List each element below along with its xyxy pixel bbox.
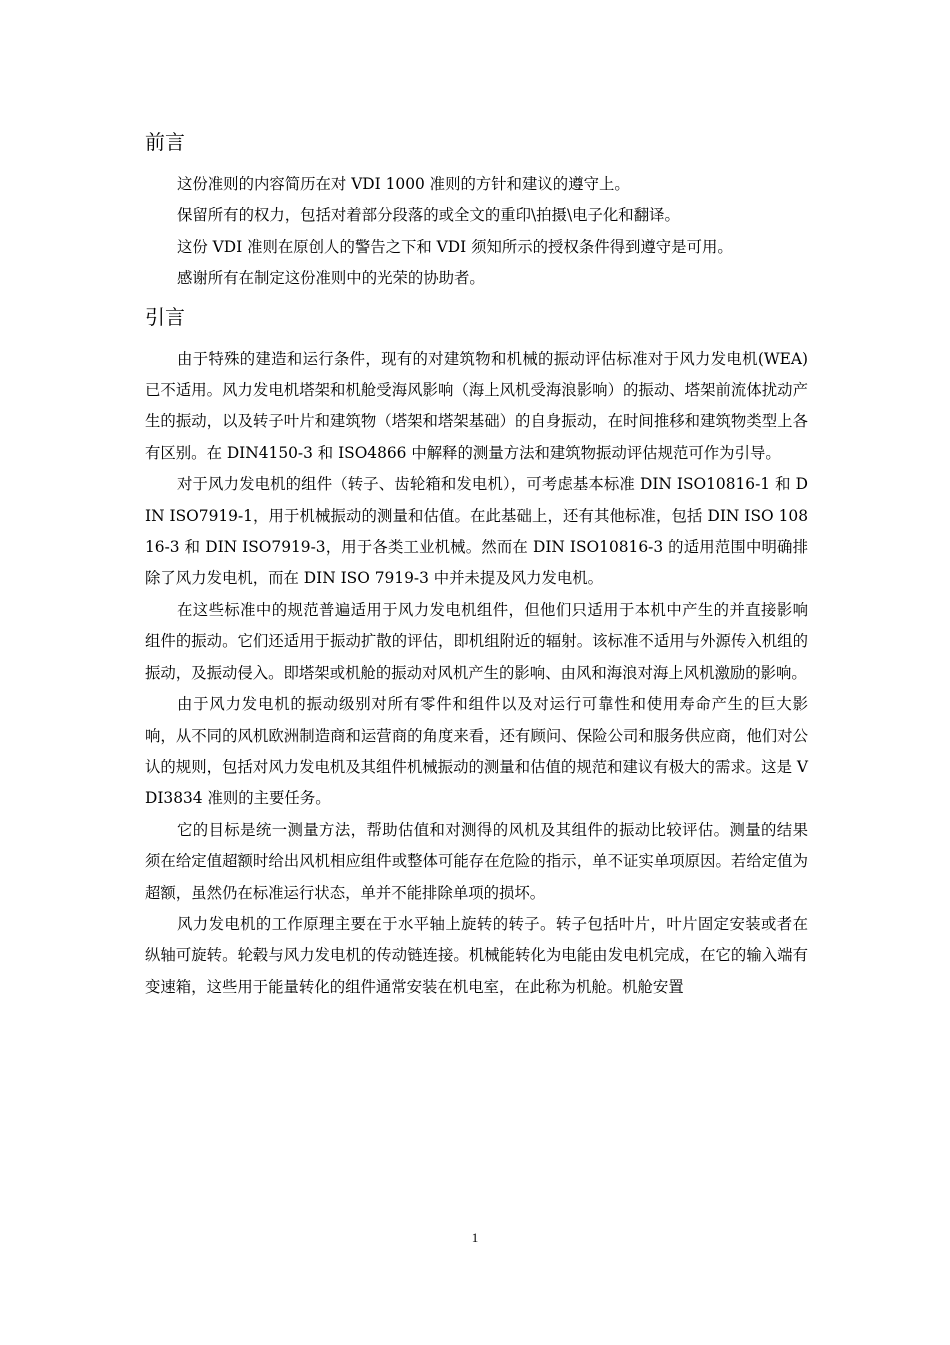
introduction-paragraph: 由于特殊的建造和运行条件，现有的对建筑物和机械的振动评估标准对于风力发电机(WEA)已不适用。风力发电机塔架和机舱受海风影响（海上风机受海浪影响）的振动、塔架前流体扰动产生的振动，以及转子叶片和建筑物（塔架和塔架基础）的自身振动，在时间推移和建筑物类型上各有区别。在 DIN4150-3 和 ISO4866 中解释的测量方法和建筑物振动评估规范可作为引导。 <box>145 349 808 462</box>
page-number: 1 <box>471 1230 479 1245</box>
preface-paragraph: 感谢所有在制定这份准则中的光荣的协助者。 <box>177 269 485 288</box>
preface-paragraph: 这份准则的内容简历在对 VDI 1000 准则的方针和建议的遵守上。 <box>177 175 630 193</box>
preface-paragraph: 保留所有的权力，包括对着部分段落的或全文的重印\拍摄\电子化和翻译。 <box>177 206 680 225</box>
introduction-section <box>145 303 808 1004</box>
introduction-paragraph: 风力发电机的工作原理主要在于水平轴上旋转的转子。转子包括叶片，叶片固定安装或者在纵轴可旋转。轮毂与风力发电机的传动链连接。机械能转化为电能由发电机完成，在它的输入端有变速箱，这些用于能量转化的组件通常安装在机电室，在此称为机舱。机舱安置 <box>145 914 808 996</box>
introduction-heading: 引言 <box>145 304 185 329</box>
page-content <box>145 128 808 1003</box>
preface-paragraph: 这份 VDI 准则在原创人的警告之下和 VDI 须知所示的授权条件得到遵守是可用。 <box>177 237 733 256</box>
introduction-paragraph: 由于风力发电机的振动级别对所有零件和组件以及对运行可靠性和使用寿命产生的巨大影响，从不同的风机欧洲制造商和运营商的角度来看，还有顾问、保险公司和服务供应商，他们对公认的规则，包括对风力发电机及其组件机械振动的测量和估值的规范和建议有极大的需求。这是 VDI3834 准则的主要任务。 <box>145 695 808 808</box>
introduction-paragraph: 对于风力发电机的组件（转子、齿轮箱和发电机），可考虑基本标准 DIN ISO10816-1 和 DIN ISO7919-1，用于机械振动的测量和估值。在此基础上，还有其他标准，包括 DIN ISO 10816-3 和 DIN ISO7919-3，用于各类工业机械。然而在 DIN ISO10816-3 的适用范围中明确排除了风力发电机，而在 DIN ISO 7919-3 中并未提及风力发电机。 <box>145 475 808 588</box>
introduction-paragraph: 在这些标准中的规范普遍适用于风力发电机组件，但他们只适用于本机中产生的并直接影响组件的振动。它们还适用于振动扩散的评估，即机组附近的辐射。该标准不适用与外源传入机组的振动，及振动侵入。即塔架或机舱的振动对风机产生的影响、由风和海浪对海上风机激励的影响。 <box>145 600 808 682</box>
preface-section <box>145 128 808 295</box>
preface-heading: 前言 <box>145 130 185 154</box>
introduction-paragraph: 它的目标是统一测量方法，帮助估值和对测得的风机及其组件的振动比较评估。测量的结果须在给定值超额时给出风机相应组件或整体可能存在危险的指示，单不证实单项原因。若给定值为超额，虽然仍在标准运行状态，单并不能排除单项的损坏。 <box>145 820 808 902</box>
